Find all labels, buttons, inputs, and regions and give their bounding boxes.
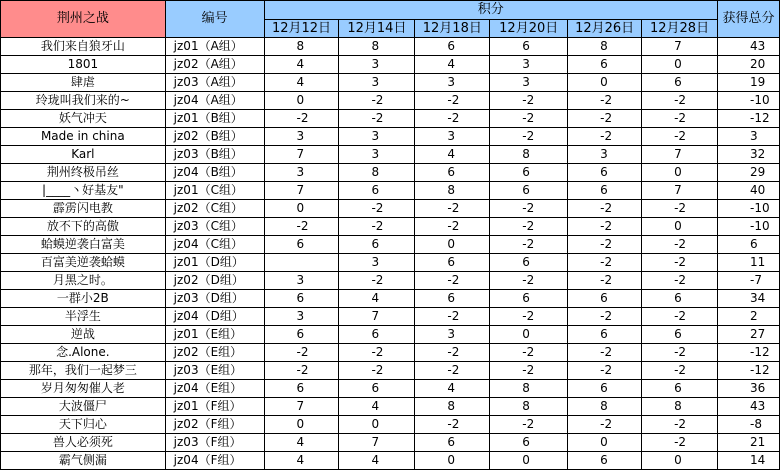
- team-name-cell[interactable]: 蛤蟆逆袭白富美: [1, 236, 166, 254]
- score-cell[interactable]: -2: [490, 416, 568, 434]
- total-cell[interactable]: 2: [717, 308, 779, 326]
- score-cell[interactable]: 3: [264, 272, 339, 290]
- total-cell[interactable]: 3: [717, 128, 779, 146]
- team-name-cell[interactable]: Made in china: [1, 128, 166, 146]
- team-id-cell[interactable]: jz03（E组）: [165, 362, 264, 380]
- total-cell[interactable]: 40: [717, 182, 779, 200]
- score-cell[interactable]: 6: [490, 290, 568, 308]
- table-row: [1, 452, 780, 470]
- team-name-header[interactable]: 荆州之战: [1, 1, 166, 38]
- score-cell[interactable]: 3: [490, 56, 568, 74]
- team-id-cell[interactable]: jz04（D组）: [165, 308, 264, 326]
- team-id-cell[interactable]: jz03（C组）: [165, 218, 264, 236]
- score-cell[interactable]: 6: [490, 38, 568, 56]
- score-cell[interactable]: -2: [568, 362, 642, 380]
- score-cell[interactable]: 4: [415, 380, 490, 398]
- score-cell[interactable]: 6: [568, 380, 642, 398]
- score-cell[interactable]: -2: [264, 110, 339, 128]
- total-cell[interactable]: 36: [717, 380, 779, 398]
- score-cell[interactable]: -2: [415, 92, 490, 110]
- score-cell[interactable]: -2: [415, 200, 490, 218]
- score-cell[interactable]: 3: [339, 146, 415, 164]
- team-name-cell[interactable]: 百富美逆袭蛤蟆: [1, 254, 166, 272]
- score-cell[interactable]: 6: [264, 326, 339, 344]
- score-cell[interactable]: 6: [415, 254, 490, 272]
- points-header[interactable]: 积分: [264, 1, 717, 20]
- score-cell[interactable]: 6: [415, 434, 490, 452]
- table-row: [1, 272, 780, 290]
- total-cell[interactable]: 32: [717, 146, 779, 164]
- score-cell[interactable]: 6: [642, 290, 718, 308]
- team-id-cell[interactable]: jz02（E组）: [165, 344, 264, 362]
- score-cell[interactable]: -2: [264, 218, 339, 236]
- score-cell[interactable]: -2: [339, 218, 415, 236]
- team-name-cell[interactable]: 念.Alone.: [1, 344, 166, 362]
- score-cell[interactable]: -2: [568, 200, 642, 218]
- total-cell[interactable]: -8: [717, 416, 779, 434]
- score-cell[interactable]: 3: [339, 74, 415, 92]
- score-cell[interactable]: -2: [642, 362, 718, 380]
- team-id-cell[interactable]: jz02（D组）: [165, 272, 264, 290]
- table-row: [1, 164, 780, 182]
- score-cell[interactable]: 6: [490, 164, 568, 182]
- score-cell[interactable]: 0: [642, 56, 718, 74]
- team-name-cell[interactable]: 霹雳闪电教: [1, 200, 166, 218]
- score-cell[interactable]: 0: [490, 452, 568, 470]
- team-name-cell[interactable]: 天下归心: [1, 416, 166, 434]
- score-cell[interactable]: -2: [642, 434, 718, 452]
- score-cell[interactable]: -2: [568, 92, 642, 110]
- table-row: [1, 254, 780, 272]
- score-cell[interactable]: 6: [339, 236, 415, 254]
- table-row: [1, 398, 780, 416]
- date-header[interactable]: 12月18日: [415, 20, 490, 38]
- score-cell[interactable]: 3: [264, 164, 339, 182]
- score-cell[interactable]: 4: [415, 146, 490, 164]
- score-cell[interactable]: 3: [415, 326, 490, 344]
- score-cell[interactable]: 8: [339, 164, 415, 182]
- total-cell[interactable]: -12: [717, 110, 779, 128]
- team-id-cell[interactable]: jz01（F组）: [165, 398, 264, 416]
- score-cell[interactable]: 0: [642, 452, 718, 470]
- table-row: [1, 200, 780, 218]
- score-cell[interactable]: 6: [339, 326, 415, 344]
- total-cell[interactable]: -12: [717, 344, 779, 362]
- score-cell[interactable]: -2: [490, 128, 568, 146]
- score-cell[interactable]: 7: [264, 398, 339, 416]
- team-id-cell[interactable]: jz02（C组）: [165, 200, 264, 218]
- score-cell[interactable]: 6: [415, 164, 490, 182]
- table-row: [1, 308, 780, 326]
- score-cell[interactable]: 8: [642, 398, 718, 416]
- team-id-cell[interactable]: jz01（C组）: [165, 182, 264, 200]
- total-cell[interactable]: 19: [717, 74, 779, 92]
- score-cell[interactable]: 0: [415, 236, 490, 254]
- team-name-cell[interactable]: 玲珑叫我们来的~: [1, 92, 166, 110]
- team-name-cell[interactable]: 妖气冲天: [1, 110, 166, 128]
- score-cell[interactable]: -2: [490, 218, 568, 236]
- total-cell[interactable]: -10: [717, 92, 779, 110]
- total-cell[interactable]: 11: [717, 254, 779, 272]
- team-id-cell[interactable]: jz01（B组）: [165, 110, 264, 128]
- table-row: [1, 344, 780, 362]
- team-name-cell[interactable]: Karl: [1, 146, 166, 164]
- score-cell[interactable]: -2: [415, 110, 490, 128]
- table-row: [1, 92, 780, 110]
- team-name-cell[interactable]: 月黑之时。: [1, 272, 166, 290]
- score-cell[interactable]: -2: [568, 308, 642, 326]
- total-cell[interactable]: -10: [717, 218, 779, 236]
- id-header[interactable]: 编号: [165, 1, 264, 38]
- score-cell[interactable]: -2: [490, 92, 568, 110]
- table-row: [1, 236, 780, 254]
- score-cell[interactable]: 6: [642, 326, 718, 344]
- table-row: [1, 380, 780, 398]
- score-cell[interactable]: -2: [490, 344, 568, 362]
- score-cell[interactable]: -2: [568, 128, 642, 146]
- team-id-cell[interactable]: jz03（B组）: [165, 146, 264, 164]
- score-cell[interactable]: 8: [490, 398, 568, 416]
- date-header[interactable]: 12月26日: [568, 20, 642, 38]
- score-cell[interactable]: 0: [568, 434, 642, 452]
- score-cell[interactable]: 6: [339, 182, 415, 200]
- score-cell[interactable]: 8: [415, 398, 490, 416]
- total-cell[interactable]: 27: [717, 326, 779, 344]
- score-cell[interactable]: 3: [415, 128, 490, 146]
- score-cell[interactable]: -2: [642, 92, 718, 110]
- score-cell[interactable]: -2: [339, 272, 415, 290]
- score-cell[interactable]: 8: [264, 38, 339, 56]
- score-cell[interactable]: 6: [264, 290, 339, 308]
- score-cell[interactable]: 6: [490, 434, 568, 452]
- score-cell[interactable]: 7: [642, 38, 718, 56]
- table-row: [1, 128, 780, 146]
- table-row: [1, 56, 780, 74]
- score-cell[interactable]: 6: [415, 290, 490, 308]
- score-cell[interactable]: 6: [490, 254, 568, 272]
- team-name-cell[interactable]: 肆虐: [1, 74, 166, 92]
- score-cell[interactable]: 6: [339, 380, 415, 398]
- total-cell[interactable]: -7: [717, 272, 779, 290]
- score-cell[interactable]: -2: [490, 236, 568, 254]
- team-id-cell[interactable]: jz02（A组）: [165, 56, 264, 74]
- score-cell[interactable]: 0: [490, 326, 568, 344]
- score-cell[interactable]: 3: [339, 56, 415, 74]
- score-cell[interactable]: 0: [568, 74, 642, 92]
- team-name-cell[interactable]: 岁月匆匆催人老: [1, 380, 166, 398]
- table-row: [1, 416, 780, 434]
- total-cell[interactable]: 43: [717, 38, 779, 56]
- team-name-cell[interactable]: |____丶好基友": [1, 182, 166, 200]
- score-cell[interactable]: -2: [642, 344, 718, 362]
- score-cell[interactable]: -2: [339, 362, 415, 380]
- total-cell[interactable]: 21: [717, 434, 779, 452]
- score-cell[interactable]: -2: [490, 110, 568, 128]
- score-cell[interactable]: 0: [642, 218, 718, 236]
- team-id-cell[interactable]: jz03（A组）: [165, 74, 264, 92]
- score-cell[interactable]: -2: [642, 236, 718, 254]
- score-cell[interactable]: -2: [415, 308, 490, 326]
- score-cell[interactable]: 4: [264, 74, 339, 92]
- total-cell[interactable]: 29: [717, 164, 779, 182]
- team-name-cell[interactable]: 我们来自狼牙山: [1, 38, 166, 56]
- team-id-cell[interactable]: jz04（F组）: [165, 452, 264, 470]
- team-name-cell[interactable]: 那年，我们一起梦三: [1, 362, 166, 380]
- score-cell[interactable]: -2: [415, 362, 490, 380]
- team-id-cell[interactable]: jz03（F组）: [165, 434, 264, 452]
- score-cell[interactable]: 0: [264, 416, 339, 434]
- score-cell[interactable]: 7: [642, 146, 718, 164]
- team-id-cell[interactable]: jz02（F组）: [165, 416, 264, 434]
- total-cell[interactable]: -12: [717, 362, 779, 380]
- table-row: [1, 146, 780, 164]
- score-cell[interactable]: -2: [568, 416, 642, 434]
- score-cell[interactable]: 8: [415, 182, 490, 200]
- team-name-cell[interactable]: 荆州终极吊丝: [1, 164, 166, 182]
- score-cell[interactable]: 7: [339, 434, 415, 452]
- team-name-cell[interactable]: 大波僵尸: [1, 398, 166, 416]
- score-cell[interactable]: 8: [568, 38, 642, 56]
- score-cell[interactable]: -2: [642, 200, 718, 218]
- score-cell[interactable]: 6: [568, 452, 642, 470]
- score-cell[interactable]: 0: [415, 452, 490, 470]
- score-cell[interactable]: 7: [264, 182, 339, 200]
- score-cell[interactable]: 7: [339, 308, 415, 326]
- score-cell[interactable]: -2: [568, 110, 642, 128]
- score-cell[interactable]: 6: [642, 380, 718, 398]
- score-cell[interactable]: 3: [339, 254, 415, 272]
- score-cell[interactable]: -2: [490, 200, 568, 218]
- score-cell[interactable]: 6: [568, 56, 642, 74]
- table-row: [1, 362, 780, 380]
- score-cell[interactable]: 8: [490, 146, 568, 164]
- score-cell[interactable]: -2: [339, 344, 415, 362]
- team-name-cell[interactable]: 逆战: [1, 326, 166, 344]
- score-cell[interactable]: 6: [568, 164, 642, 182]
- score-cell[interactable]: -2: [568, 218, 642, 236]
- date-header[interactable]: 12月20日: [490, 20, 568, 38]
- score-cell[interactable]: -2: [568, 272, 642, 290]
- score-cell[interactable]: 3: [264, 308, 339, 326]
- score-cell[interactable]: -2: [415, 344, 490, 362]
- score-cell[interactable]: -2: [264, 344, 339, 362]
- team-name-cell[interactable]: 放不下的高傲: [1, 218, 166, 236]
- team-id-cell[interactable]: jz03（D组）: [165, 290, 264, 308]
- team-id-cell[interactable]: jz04（E组）: [165, 380, 264, 398]
- total-cell[interactable]: 14: [717, 452, 779, 470]
- team-name-cell[interactable]: 霸气侧漏: [1, 452, 166, 470]
- score-cell[interactable]: 0: [339, 416, 415, 434]
- table-row: [1, 110, 780, 128]
- score-cell[interactable]: -2: [415, 218, 490, 236]
- score-cell[interactable]: 6: [568, 326, 642, 344]
- score-cell[interactable]: 4: [264, 434, 339, 452]
- score-cell[interactable]: -2: [642, 416, 718, 434]
- score-cell[interactable]: 0: [642, 164, 718, 182]
- team-name-cell[interactable]: 兽人必须死: [1, 434, 166, 452]
- team-id-cell[interactable]: jz04（A组）: [165, 92, 264, 110]
- score-cell[interactable]: 3: [568, 146, 642, 164]
- date-header[interactable]: 12月28日: [642, 20, 718, 38]
- score-cell[interactable]: 3: [339, 128, 415, 146]
- score-cell[interactable]: -2: [490, 272, 568, 290]
- table-row: [1, 290, 780, 308]
- score-cell[interactable]: 3: [415, 74, 490, 92]
- score-cell[interactable]: -2: [568, 254, 642, 272]
- score-cell[interactable]: -2: [339, 92, 415, 110]
- total-cell[interactable]: -10: [717, 200, 779, 218]
- score-cell[interactable]: 4: [339, 398, 415, 416]
- score-cell[interactable]: 6: [264, 236, 339, 254]
- team-id-cell[interactable]: jz02（B组）: [165, 128, 264, 146]
- score-cell[interactable]: -2: [642, 128, 718, 146]
- team-id-cell[interactable]: jz01（A组）: [165, 38, 264, 56]
- score-cell[interactable]: -2: [642, 308, 718, 326]
- score-cell[interactable]: -2: [490, 308, 568, 326]
- score-cell[interactable]: 0: [264, 200, 339, 218]
- score-cell[interactable]: 8: [490, 380, 568, 398]
- score-cell[interactable]: 6: [490, 182, 568, 200]
- table-row: [1, 74, 780, 92]
- score-cell[interactable]: 3: [264, 128, 339, 146]
- score-cell[interactable]: [264, 254, 339, 272]
- score-cell[interactable]: -2: [490, 362, 568, 380]
- score-cell[interactable]: -2: [568, 236, 642, 254]
- table-row: [1, 434, 780, 452]
- table-row: [1, 182, 780, 200]
- score-cell[interactable]: -2: [339, 110, 415, 128]
- score-cell[interactable]: 4: [264, 452, 339, 470]
- score-cell[interactable]: 6: [264, 380, 339, 398]
- score-cell[interactable]: 4: [415, 56, 490, 74]
- date-header[interactable]: 12月12日: [264, 20, 339, 38]
- score-cell[interactable]: -2: [642, 110, 718, 128]
- team-id-cell[interactable]: jz01（D组）: [165, 254, 264, 272]
- score-cell[interactable]: 4: [339, 452, 415, 470]
- total-header[interactable]: 获得总分: [717, 1, 779, 38]
- score-cell[interactable]: -2: [642, 272, 718, 290]
- table-row: [1, 38, 780, 56]
- total-cell[interactable]: 20: [717, 56, 779, 74]
- team-id-cell[interactable]: jz04（C组）: [165, 236, 264, 254]
- team-name-cell[interactable]: 1801: [1, 56, 166, 74]
- score-cell[interactable]: 6: [568, 290, 642, 308]
- score-cell[interactable]: -2: [415, 416, 490, 434]
- total-cell[interactable]: 34: [717, 290, 779, 308]
- score-cell[interactable]: 0: [264, 92, 339, 110]
- total-cell[interactable]: 43: [717, 398, 779, 416]
- table-row: [1, 326, 780, 344]
- table-row: [1, 218, 780, 236]
- team-name-cell[interactable]: 一群小2B: [1, 290, 166, 308]
- score-cell[interactable]: 3: [490, 74, 568, 92]
- date-header[interactable]: 12月14日: [339, 20, 415, 38]
- team-id-cell[interactable]: jz01（E组）: [165, 326, 264, 344]
- score-cell[interactable]: -2: [568, 344, 642, 362]
- team-name-cell[interactable]: 半浮生: [1, 308, 166, 326]
- score-cell[interactable]: 7: [264, 146, 339, 164]
- score-cell[interactable]: 4: [339, 290, 415, 308]
- score-cell[interactable]: 4: [264, 56, 339, 74]
- score-cell[interactable]: 7: [642, 182, 718, 200]
- score-cell[interactable]: 6: [415, 38, 490, 56]
- score-cell[interactable]: 6: [642, 74, 718, 92]
- score-cell[interactable]: -2: [339, 200, 415, 218]
- score-cell[interactable]: 8: [339, 38, 415, 56]
- score-cell[interactable]: -2: [415, 272, 490, 290]
- total-cell[interactable]: 6: [717, 236, 779, 254]
- team-id-cell[interactable]: jz04（B组）: [165, 164, 264, 182]
- score-cell[interactable]: 8: [568, 398, 642, 416]
- score-cell[interactable]: -2: [642, 254, 718, 272]
- score-cell[interactable]: 6: [568, 182, 642, 200]
- score-cell[interactable]: -2: [264, 362, 339, 380]
